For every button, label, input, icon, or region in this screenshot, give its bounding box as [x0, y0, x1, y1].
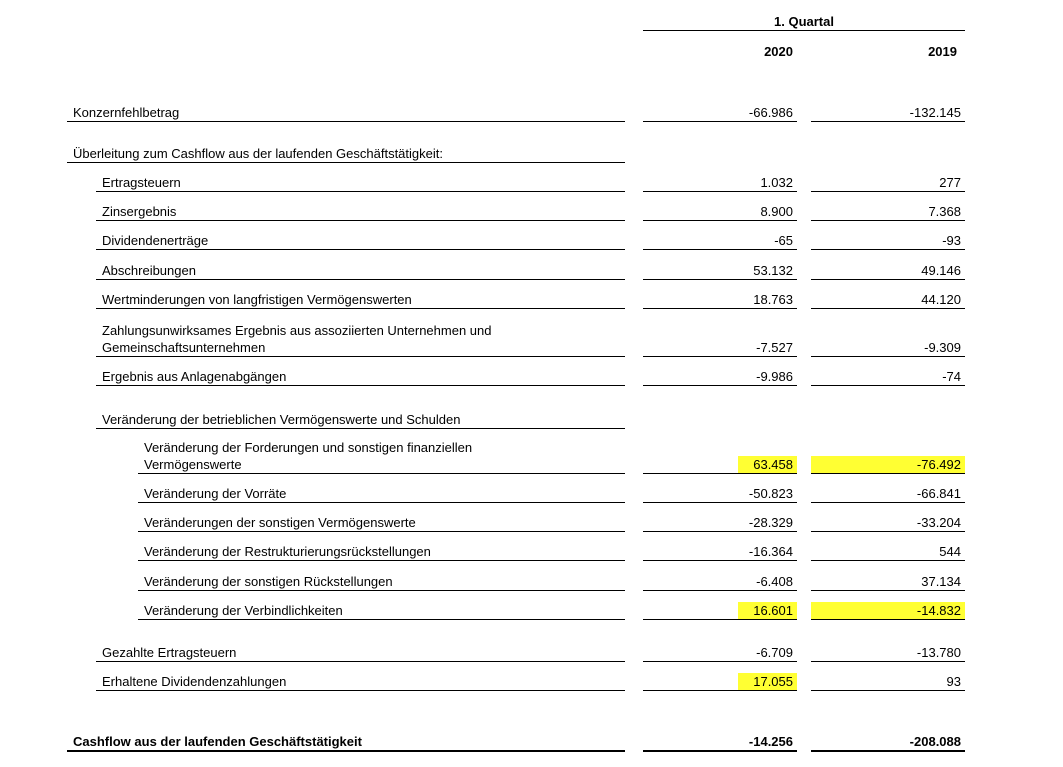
value-2020-text: 53.132 — [753, 263, 793, 278]
value-2020 — [643, 543, 797, 561]
value-2019-text: 44.120 — [921, 292, 961, 307]
row-label — [96, 411, 625, 429]
row-label-text: Zahlungsunwirksames Ergebnis aus assoziierten Unternehmen und — [102, 323, 492, 338]
value-2020-text: -66.986 — [748, 105, 793, 120]
value-2019 — [811, 339, 965, 357]
value-2019 — [811, 456, 965, 474]
value-2020 — [643, 485, 797, 503]
value-2019-text: 544 — [939, 544, 961, 559]
value-2019 — [811, 232, 965, 250]
row-label — [138, 514, 625, 532]
value-2019 — [811, 104, 965, 122]
row-label — [138, 543, 625, 561]
column-header-year-2019: 2019 — [928, 44, 957, 59]
row-label-text: Veränderung der betrieblichen Vermögenswerte und Schulden — [102, 412, 461, 427]
row-label — [96, 262, 625, 280]
value-2019-text: -132.145 — [909, 105, 961, 120]
row-label-text: Überleitung zum Cashflow aus der laufenden Geschäftstätigkeit: — [73, 146, 443, 161]
value-2019-text: -14.832 — [916, 603, 961, 618]
value-2020-text: 16.601 — [753, 603, 793, 618]
row-label-text-line2: Vermögenswerte — [144, 457, 242, 472]
cell-rule — [643, 690, 797, 691]
row-label — [96, 232, 625, 250]
row-label — [67, 733, 625, 752]
row-label — [138, 602, 625, 620]
row-label-text: Veränderung der Forderungen und sonstigen finanziellen — [144, 440, 473, 455]
value-2019 — [811, 291, 965, 309]
row-label — [96, 673, 625, 691]
value-2020-text: -9.986 — [756, 369, 793, 384]
value-2020 — [643, 733, 797, 752]
value-2019 — [811, 602, 965, 620]
value-2019 — [811, 543, 965, 561]
value-2020-text: 18.763 — [753, 292, 793, 307]
value-2019 — [811, 368, 965, 386]
row-label — [67, 104, 625, 122]
row-label — [138, 573, 625, 591]
value-2020 — [643, 262, 797, 280]
value-2019-text: -33.204 — [916, 515, 961, 530]
value-2020-text: 8.900 — [760, 204, 793, 219]
row-label-text: Wertminderungen von langfristigen Vermögenswerten — [102, 292, 412, 307]
value-2019 — [811, 644, 965, 662]
value-2019-text: -93 — [942, 233, 961, 248]
row-label-text: Veränderung der Restrukturierungsrückstellungen — [144, 544, 431, 559]
value-2019-text: 49.146 — [921, 263, 961, 278]
row-label — [138, 485, 625, 503]
row-label-text: Gezahlte Ertragsteuern — [102, 645, 237, 660]
value-2020-text: 17.055 — [753, 674, 793, 689]
row-label — [67, 145, 625, 163]
value-2019 — [811, 733, 965, 752]
value-2020 — [643, 232, 797, 250]
value-2020-text: -16.364 — [748, 544, 793, 559]
row-label — [96, 291, 625, 309]
value-2019-text: -66.841 — [916, 486, 961, 501]
value-2020 — [738, 673, 797, 690]
value-2019-text: 7.368 — [928, 204, 961, 219]
value-2019 — [811, 262, 965, 280]
row-label-text: Ergebnis aus Anlagenabgängen — [102, 369, 287, 384]
column-header-rule — [643, 30, 965, 31]
row-label-text: Veränderung der sonstigen Rückstellungen — [144, 574, 393, 589]
column-header-period: 1. Quartal — [774, 14, 834, 29]
value-2019-text: -76.492 — [916, 457, 961, 472]
value-2020 — [643, 104, 797, 122]
column-header-year-2020: 2020 — [764, 44, 793, 59]
value-2019 — [811, 673, 965, 691]
row-label-text: Veränderung der Vorräte — [144, 486, 287, 501]
value-2020 — [643, 514, 797, 532]
value-2020 — [643, 573, 797, 591]
row-label — [96, 644, 625, 662]
value-2020 — [738, 602, 797, 619]
value-2020 — [643, 203, 797, 221]
value-2019-text: -208.088 — [909, 734, 961, 749]
value-2019 — [811, 203, 965, 221]
value-2020-text: -65 — [774, 233, 793, 248]
value-2019-text: -74 — [942, 369, 961, 384]
cell-rule — [643, 619, 797, 620]
value-2019 — [811, 174, 965, 192]
row-label-text: Veränderungen der sonstigen Vermögenswerte — [144, 515, 416, 530]
row-label-text: Veränderung der Verbindlichkeiten — [144, 603, 343, 618]
row-label — [96, 368, 625, 386]
value-2020 — [643, 174, 797, 192]
value-2019-text: 93 — [946, 674, 961, 689]
row-label-text: Abschreibungen — [102, 263, 196, 278]
row-label — [96, 203, 625, 221]
value-2020-text: -7.527 — [756, 340, 793, 355]
value-2019-text: 37.134 — [921, 574, 961, 589]
cell-rule — [643, 473, 797, 474]
value-2020-text: -6.709 — [756, 645, 793, 660]
row-label — [138, 439, 625, 474]
value-2019 — [811, 485, 965, 503]
value-2020 — [738, 456, 797, 473]
value-2020 — [643, 339, 797, 357]
row-label — [96, 174, 625, 192]
value-2019-text: -9.309 — [924, 340, 961, 355]
value-2020-text: -50.823 — [748, 486, 793, 501]
row-label-text: Erhaltene Dividendenzahlungen — [102, 674, 287, 689]
row-label-text-line2: Gemeinschaftsunternehmen — [102, 340, 266, 355]
value-2020-text: -28.329 — [748, 515, 793, 530]
value-2019-text: -13.780 — [916, 645, 961, 660]
row-label-text: Ertragsteuern — [102, 175, 181, 190]
row-label-text: Cashflow aus der laufenden Geschäftstätigkeit — [73, 734, 362, 749]
row-label-text: Zinsergebnis — [102, 204, 177, 219]
row-label-text: Dividendenerträge — [102, 233, 209, 248]
value-2019-text: 277 — [939, 175, 961, 190]
value-2020-text: -14.256 — [748, 734, 793, 749]
value-2019 — [811, 514, 965, 532]
row-label — [96, 322, 625, 357]
value-2020-text: 1.032 — [760, 175, 793, 190]
value-2020 — [643, 291, 797, 309]
value-2020-text: 63.458 — [753, 457, 793, 472]
row-label-text: Konzernfehlbetrag — [73, 105, 180, 120]
value-2020-text: -6.408 — [756, 574, 793, 589]
value-2019 — [811, 573, 965, 591]
value-2020 — [643, 644, 797, 662]
value-2020 — [643, 368, 797, 386]
